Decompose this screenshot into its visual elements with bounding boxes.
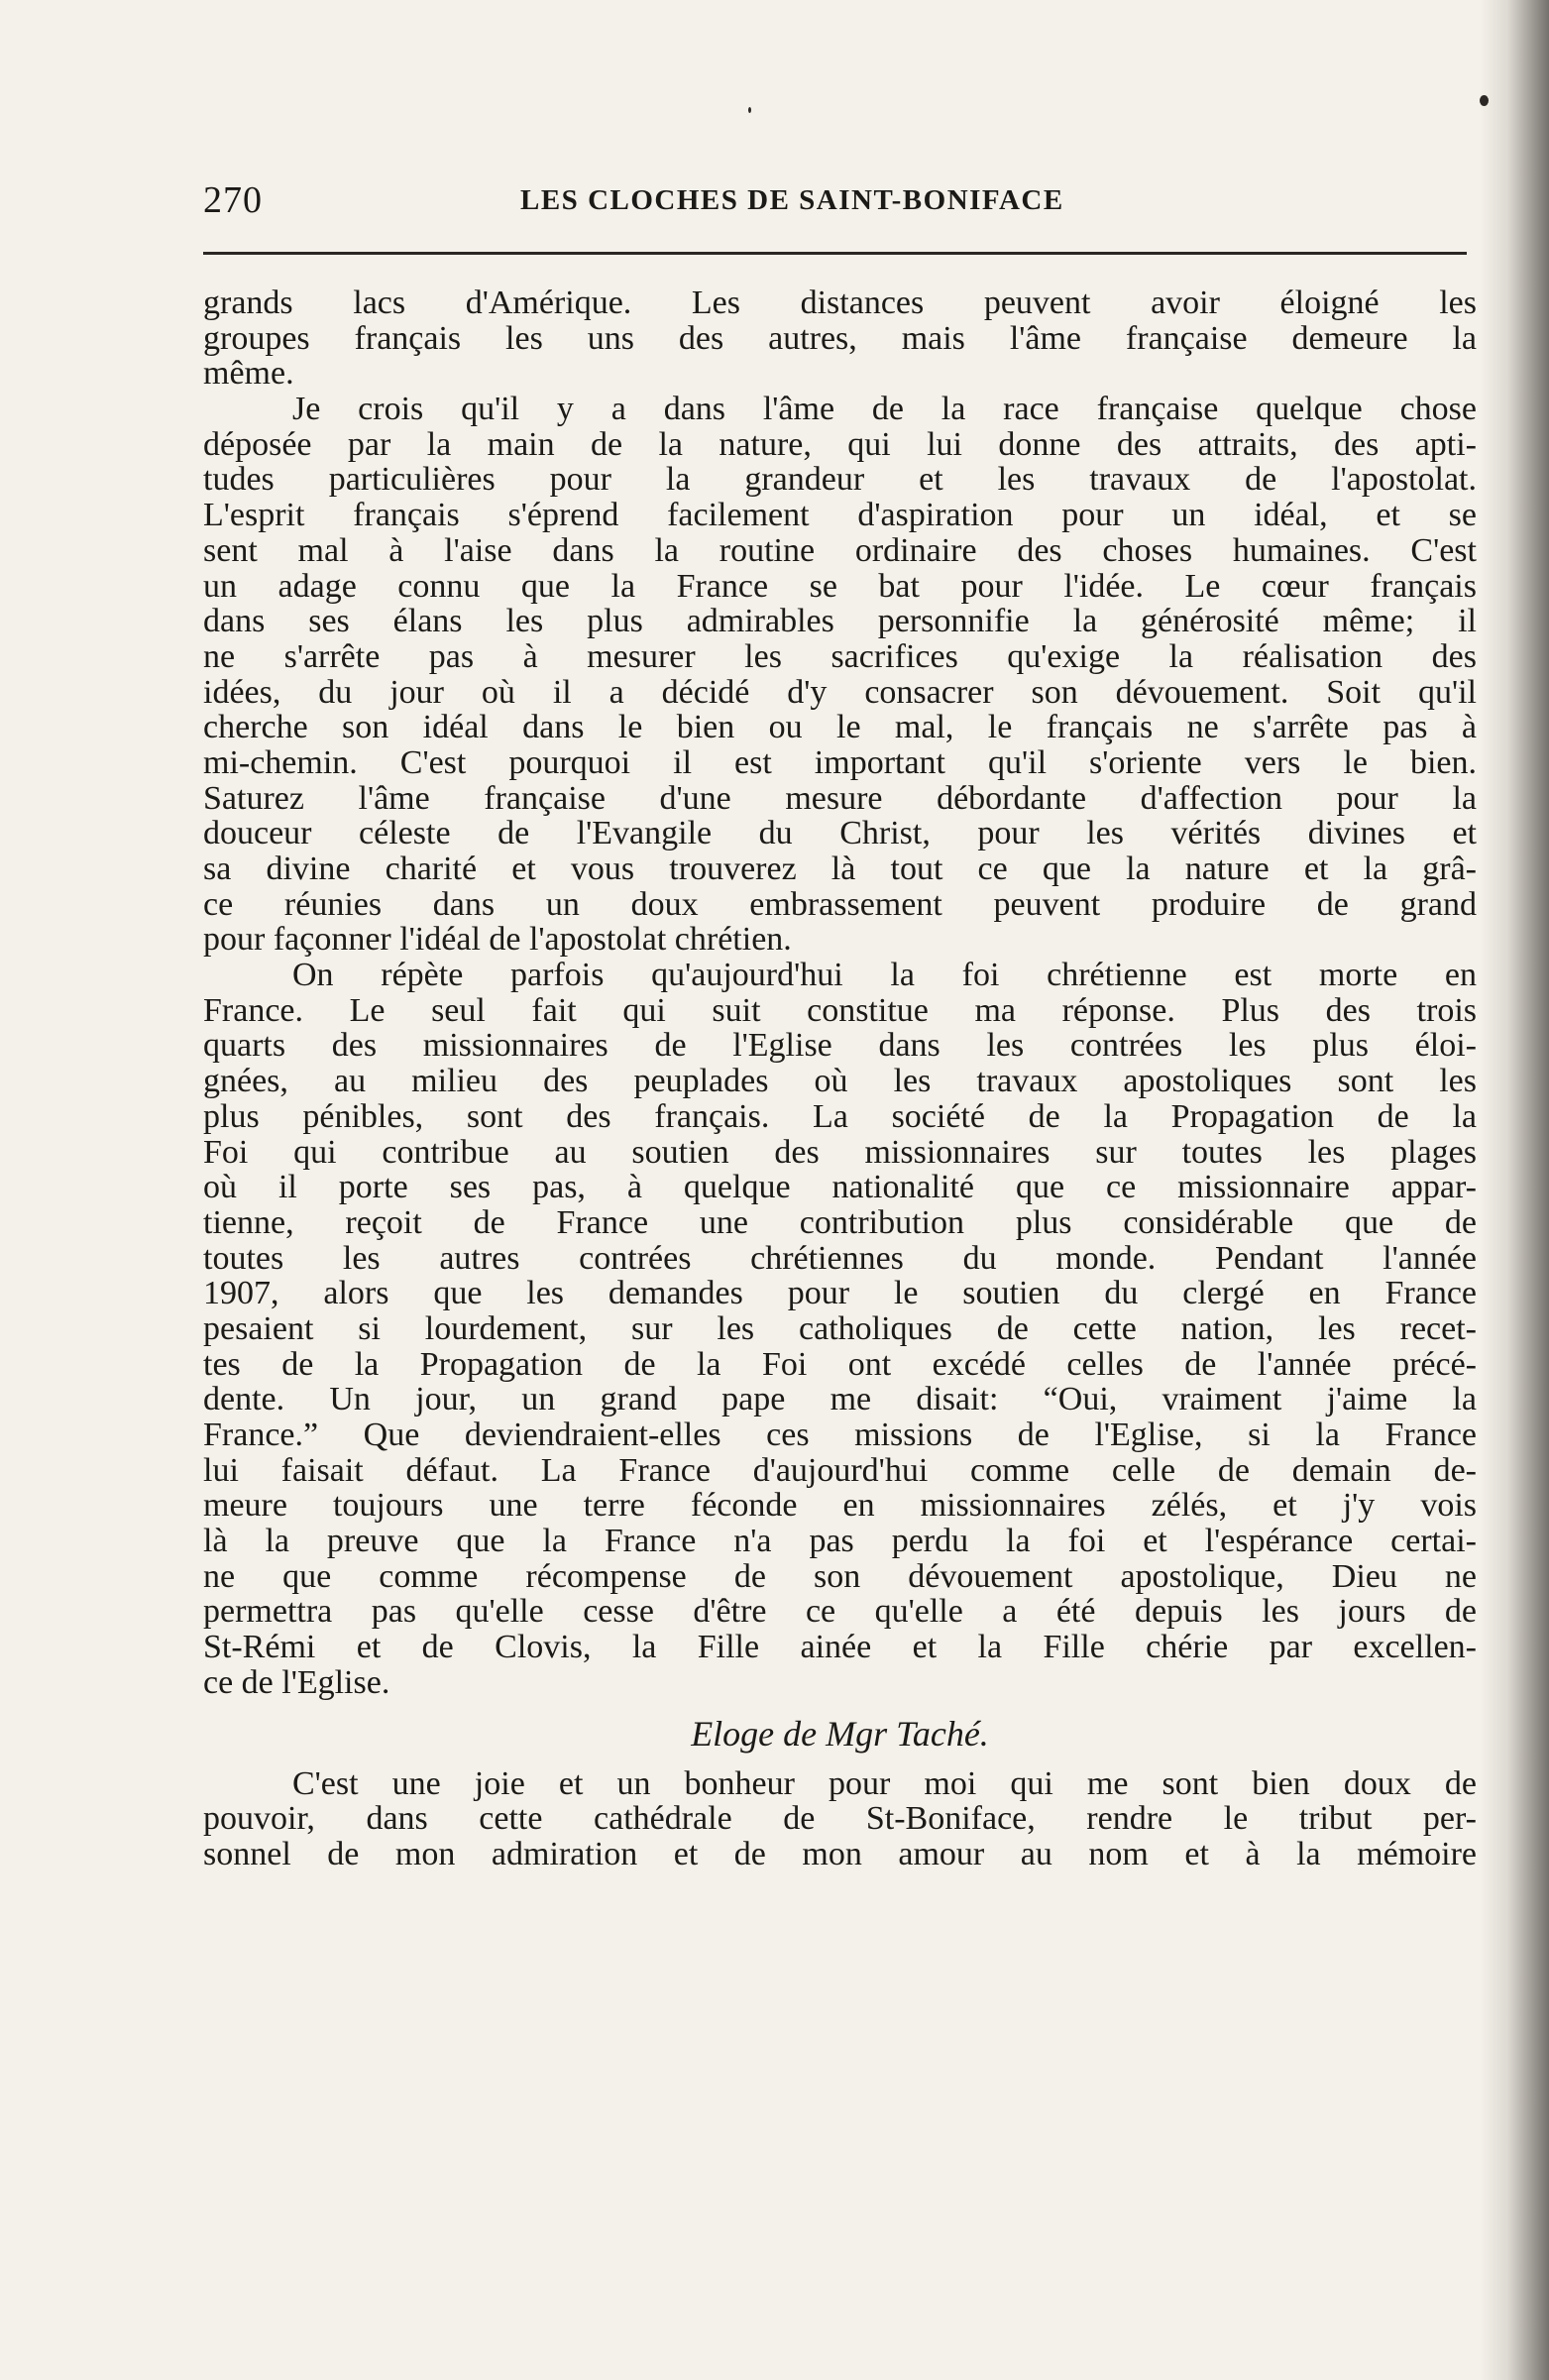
text-line: sa divine charité et vous trouverez là tout ce que la nature et la grâ- [203,850,1477,887]
page-header [203,178,1477,238]
header-rule [203,252,1467,255]
running-head: LES CLOCHES DE SAINT-BONIFACE [520,184,1064,216]
text-line: ce réunies dans un doux embrassement peuvent produire de grand [203,885,1477,923]
text-line: pour façonner l'idéal de l'apostolat chrétien. [203,921,792,959]
paragraph [203,285,1477,392]
text-line: dans ses élans les plus admirables personnifie la générosité même; il [203,603,1477,640]
paragraph [203,392,1477,958]
text-line: ne que comme récompense de son dévouement apostolique, Dieu ne [203,1557,1477,1595]
text-line: tienne, reçoit de France une contribution plus considérable que de [203,1203,1477,1241]
text-line: dente. Un jour, un grand pape me disait: “Oui, vraiment j'aime la [203,1381,1477,1418]
text-line: quarts des missionnaires de l'Eglise dans les contrées les plus éloi- [203,1027,1477,1065]
ink-speck [1480,95,1489,106]
text-line: sent mal à l'aise dans la routine ordinaire des choses humaines. C'est [203,531,1477,569]
scan-shadow-edge [1480,0,1549,2380]
text-line: meure toujours une terre féconde en missionnaires zélés, et j'y vois [203,1487,1477,1525]
text-line: pesaient si lourdement, sur les catholiques de cette nation, les recet- [203,1309,1477,1347]
text-line: mi-chemin. C'est pourquoi il est important qu'il s'oriente vers le bien. [203,743,1477,781]
text-line: tes de la Propagation de la Foi ont excédé celles de l'année précé- [203,1345,1477,1383]
text-line: ce de l'Eglise. [203,1663,390,1701]
text-line: lui faisait défaut. La France d'aujourd'hui comme celle de demain de- [203,1451,1477,1489]
text-line: L'esprit français s'éprend facilement d'aspiration pour un idéal, et se [203,497,1477,534]
text-line: douceur céleste de l'Evangile du Christ, pour les vérités divines et [203,815,1477,852]
text-line: France. Le seul fait qui suit constitue ma réponse. Plus des trois [203,991,1477,1029]
text-line: C'est une joie et un bonheur pour moi qui me sont bien doux de [292,1764,1477,1802]
text-line: groupes français les uns des autres, mais l'âme française demeure la [203,319,1477,357]
text-line: tudes particulières pour la grandeur et les travaux de l'apostolat. [203,461,1477,499]
text-line: Je crois qu'il y a dans l'âme de la race française quelque chose [292,391,1477,428]
text-line: St-Rémi et de Clovis, la Fille ainée et la Fille chérie par excellen- [203,1629,1477,1666]
text-line: grands lacs d'Amérique. Les distances peuvent avoir éloigné les [203,284,1477,321]
text-line: gnées, au milieu des peuplades où les travaux apostoliques sont les [203,1063,1477,1100]
body-text [203,285,1477,1872]
text-line: pouvoir, dans cette cathédrale de St-Boniface, rendre le tribut per- [203,1800,1477,1838]
text-line: même. [203,355,294,393]
page-number: 270 [203,179,263,221]
text-line: cherche son idéal dans le bien ou le mal, le français ne s'arrête pas à [203,709,1477,746]
text-line: où il porte ses pas, à quelque nationalité que ce missionnaire appar- [203,1169,1477,1206]
ink-speck [748,107,751,113]
text-line: Saturez l'âme française d'une mesure débordante d'affection pour la [203,779,1477,817]
text-line: plus pénibles, sont des français. La société de la Propagation de la [203,1097,1477,1135]
text-line: Foi qui contribue au soutien des missionnaires sur toutes les plages [203,1133,1477,1171]
paragraph [203,958,1477,1700]
text-line: toutes les autres contrées chrétiennes du monde. Pendant l'année [203,1239,1477,1277]
text-line: France.” Que deviendraient-elles ces missions de l'Eglise, si la France [203,1417,1477,1453]
text-line: sonnel de mon admiration et de mon amour au nom et à la mémoire [203,1835,1477,1872]
text-line: permettra pas qu'elle cesse d'être ce qu'elle a été depuis les jours de [203,1593,1477,1631]
paragraph [203,1766,1477,1872]
text-line: ne s'arrête pas à mesurer les sacrifices qu'exige la réalisation des [203,637,1477,675]
text-line: là la preuve que la France n'a pas perdu la foi et l'espérance certai- [203,1523,1477,1560]
text-line: On répète parfois qu'aujourd'hui la foi chrétienne est morte en [292,957,1477,994]
text-line: idées, du jour où il a décidé d'y consacrer son dévouement. Soit qu'il [203,673,1477,711]
section-heading: Eloge de Mgr Taché. [691,1713,989,1754]
text-line: déposée par la main de la nature, qui lui donne des attraits, des apti- [203,425,1477,463]
text-line: un adage connu que la France se bat pour l'idée. Le cœur français [203,567,1477,605]
text-line: 1907, alors que les demandes pour le soutien du clergé en France [203,1275,1477,1312]
